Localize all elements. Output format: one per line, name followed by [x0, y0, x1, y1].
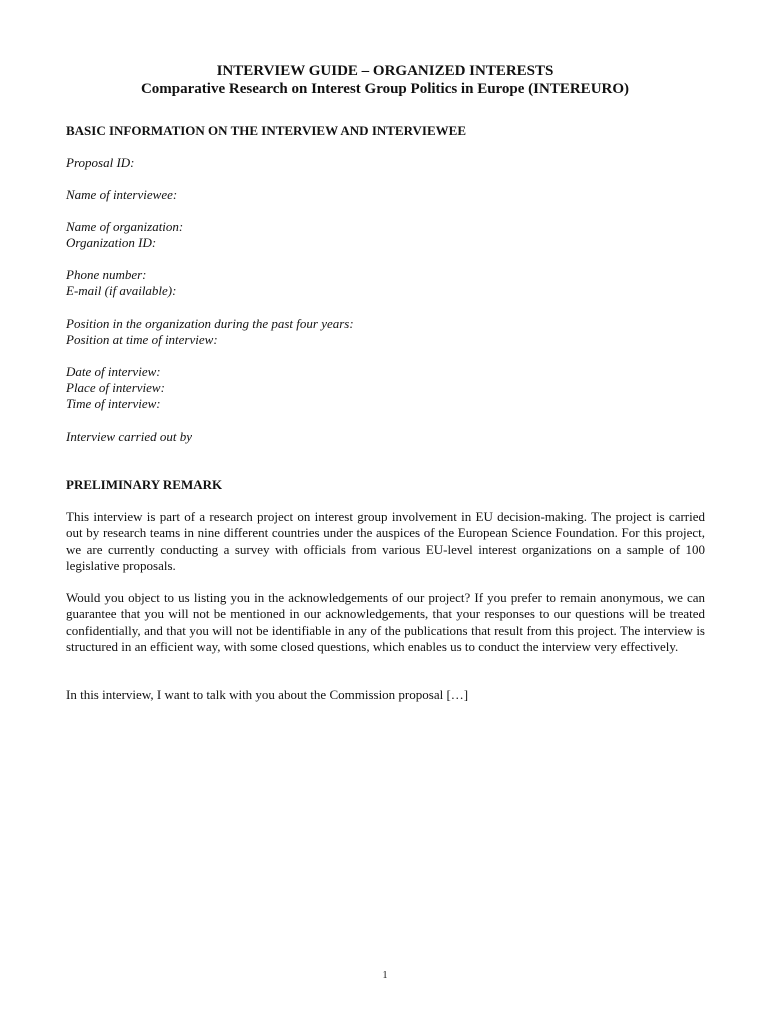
organization-fields — [66, 219, 183, 251]
position-fields — [66, 316, 354, 348]
proposal-id-label: Proposal ID: — [66, 155, 135, 170]
preliminary-paragraph-1: This interview is part of a research project on interest group involvement in EU decision-making. The project is carried out by research teams in nine different countries under the auspices of the European Science Foundation. For this project, we are currently conducting a survey with officials from various EU-level interest organizations on a sample of 100 legislative proposals. — [66, 509, 705, 573]
organization-id-label: Organization ID: — [66, 235, 157, 250]
proposal-id-field — [66, 155, 135, 171]
date-label: Date of interview: — [66, 364, 161, 379]
basic-info-heading: BASIC INFORMATION ON THE INTERVIEW AND INTERVIEWEE — [66, 123, 466, 138]
document-title — [40, 62, 730, 98]
email-label: E-mail (if available): — [66, 283, 177, 298]
preliminary-remark-heading: PRELIMINARY REMARK — [66, 477, 223, 492]
interviewee-field — [66, 187, 177, 203]
carried-out-by-label: Interview carried out by — [66, 429, 192, 444]
phone-label: Phone number: — [66, 267, 147, 282]
time-label: Time of interview: — [66, 396, 161, 411]
place-label: Place of interview: — [66, 380, 165, 395]
position-past-label: Position in the organization during the past four years: — [66, 316, 354, 331]
preliminary-paragraph-2: Would you object to us listing you in the acknowledgements of our project? If you prefer to remain anonymous, we can guarantee that you will not be mentioned in our acknowledgements, that your responses to our questions will be treated confidentially, and that you will not be identifiable in any of the publications that result from this project. The interview is structured in an efficient way, with some closed questions, which enables us to conduct the interview very effectively. — [66, 590, 705, 654]
interview-details-fields — [66, 364, 165, 412]
title-line-1: INTERVIEW GUIDE – ORGANIZED INTERESTS — [216, 63, 554, 79]
name-interviewee-label: Name of interviewee: — [66, 187, 178, 202]
contact-fields — [66, 267, 176, 299]
page-number: 1 — [382, 970, 388, 981]
interviewer-field — [66, 429, 192, 445]
preliminary-paragraph-3: In this interview, I want to talk with you about the Commission proposal […] — [66, 687, 469, 702]
name-organization-label: Name of organization: — [66, 219, 184, 234]
position-current-label: Position at time of interview: — [66, 332, 218, 347]
title-line-2: Comparative Research on Interest Group Politics in Europe (INTEREURO) — [140, 81, 630, 97]
